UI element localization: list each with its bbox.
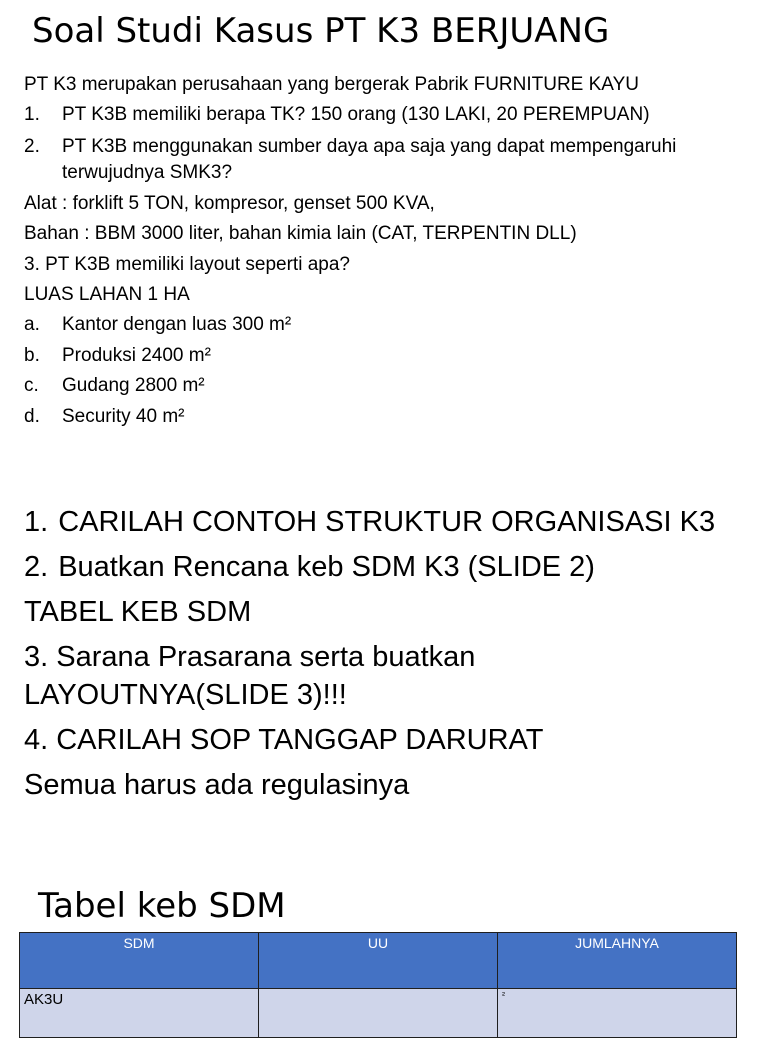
area-text: Security 40 m² [62, 405, 185, 427]
task-1 [24, 500, 744, 544]
cell-uu [259, 989, 498, 1038]
task-4: 4. CARILAH SOP TANGGAP DARURAT [24, 724, 544, 756]
question-2 [24, 134, 744, 186]
header-jumlahnya: JUMLAHNYA [498, 933, 737, 989]
header-sdm: SDM [20, 933, 259, 989]
task-text: CARILAH CONTOH STRUKTUR ORGANISASI K3 [58, 506, 716, 538]
question-number: 2. [24, 135, 40, 157]
case-description [24, 70, 744, 432]
area-item [24, 371, 744, 401]
area-text: Produksi 2400 m² [62, 344, 211, 366]
alat-text: Alat : forklift 5 TON, kompresor, genset 500 KVA, [24, 192, 435, 214]
task-list [24, 500, 744, 808]
question-number: 1. [24, 104, 40, 126]
regulation-note: Semua harus ada regulasinya [24, 769, 410, 801]
question-text: PT K3B menggunakan sumber daya apa saja yang dapat mempengaruhi terwujudnya SMK3? [62, 135, 677, 183]
table-title: Tabel keb SDM [38, 886, 286, 926]
area-letter: a. [24, 314, 40, 336]
intro-text: PT K3 merupakan perusahaan yang bergerak Pabrik FURNITURE KAYU [24, 74, 639, 95]
table-note: TABEL KEB SDM [24, 596, 252, 628]
question-3: 3. PT K3B memiliki layout seperti apa? [24, 253, 350, 275]
slide-title: Soal Studi Kasus PT K3 BERJUANG [32, 11, 610, 51]
bahan-text: Bahan : BBM 3000 liter, bahan kimia lain (CAT, TERPENTIN DLL) [24, 223, 577, 245]
task-2 [24, 545, 744, 589]
area-item [24, 341, 744, 371]
task-3: 3. Sarana Prasarana serta buatkan LAYOUTNYA(SLIDE 3)!!! [24, 641, 476, 711]
area-item [24, 402, 744, 432]
area-letter: d. [24, 405, 40, 427]
table-row [20, 989, 737, 1038]
area-letter: b. [24, 344, 40, 366]
cell-jumlahnya: ² [498, 989, 737, 1038]
land-area: LUAS LAHAN 1 HA [24, 283, 190, 305]
task-text: Buatkan Rencana keb SDM K3 (SLIDE 2) [58, 551, 595, 583]
task-number: 2. [24, 551, 49, 583]
table-header-row [20, 933, 737, 989]
area-text: Kantor dengan luas 300 m² [62, 314, 292, 336]
task-number: 1. [24, 506, 49, 538]
sdm-table [19, 932, 737, 1038]
question-1 [24, 100, 744, 130]
cell-sdm: AK3U [20, 989, 259, 1038]
area-text: Gudang 2800 m² [62, 375, 205, 397]
header-uu: UU [259, 933, 498, 989]
area-item [24, 310, 744, 340]
question-text: PT K3B memiliki berapa TK? 150 orang (130 LAKI, 20 PEREMPUAN) [62, 104, 650, 126]
area-letter: c. [24, 375, 39, 397]
